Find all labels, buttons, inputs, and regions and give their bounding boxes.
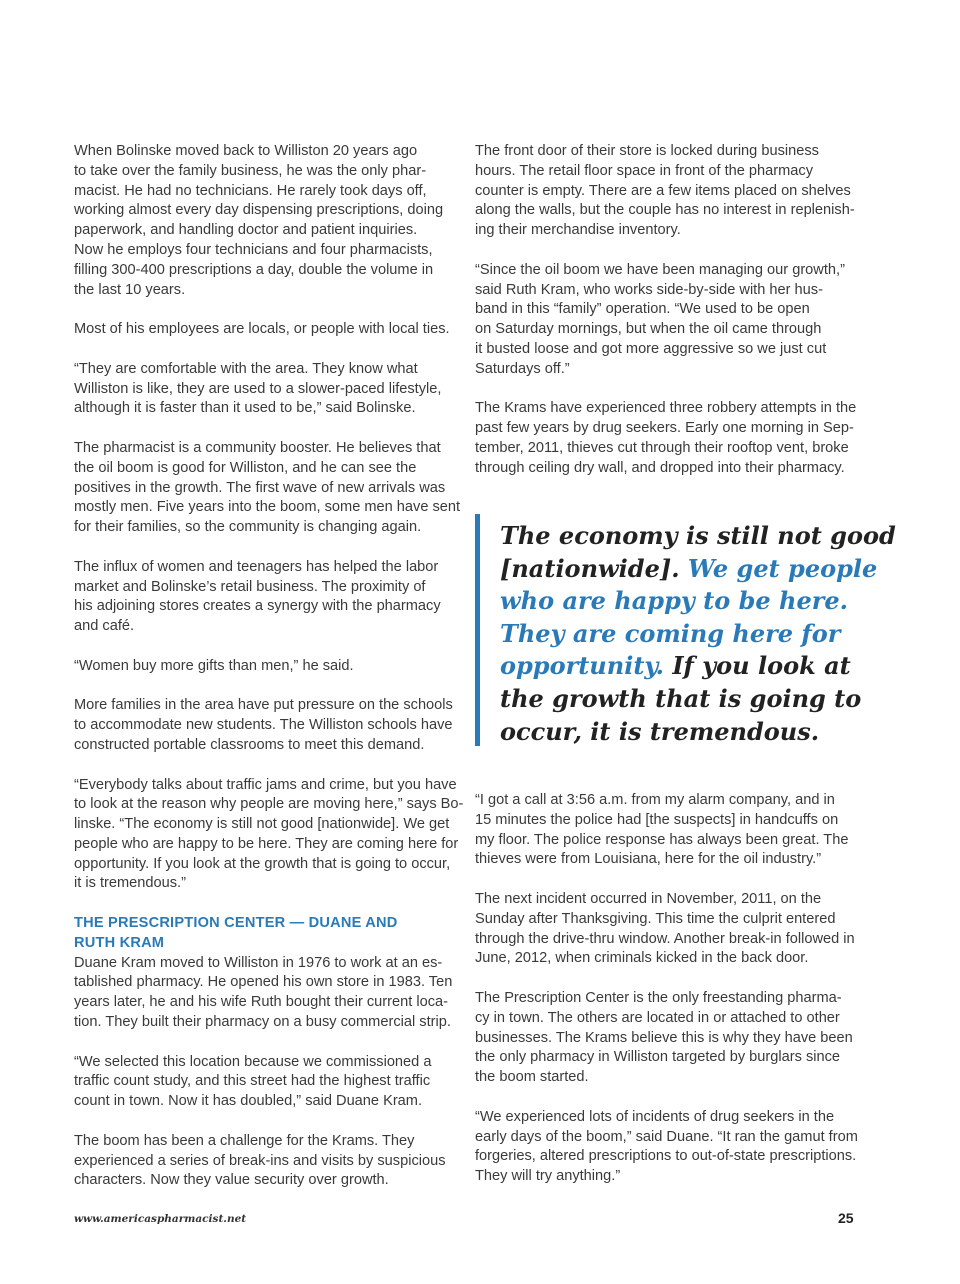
paragraph: “We selected this location because we commissioned a traffic count study, and this street had the highest traffic count in town. Now it has doubled,” said Duane Kram. (74, 1053, 432, 1110)
paragraph: “They are comfortable with the area. They know what Williston is like, they are used to a slower-paced lifestyle, although it is faster than it used to be,” said Bolinske. (74, 360, 442, 417)
pull-quote-line: occur, it is tremendous. (500, 716, 820, 746)
paragraph: “Women buy more gifts than men,” he said. (74, 657, 354, 674)
page-number: 25 (838, 1210, 854, 1226)
paragraph: “Since the oil boom we have been managing our growth,” said Ruth Kram, who works side-by-side with her hus- band in this “family” operation. “We used to be open on Saturday mornings, but when the oil came through it busted loose and got more aggressive so we just cut Saturdays off.” (475, 261, 845, 377)
paragraph: The next incident occurred in November, 2011, on the Sunday after Thanksgiving. This time the culprit entered through the drive-thru window. Another break-in followed in June, 2012, when criminals kicked in the back door. (475, 890, 855, 967)
left-column (74, 142, 464, 1211)
paragraph: The front door of their store is locked during business hours. The retail floor space in front of the pharmacy counter is empty. There are a few items placed on shelves along the walls, but the couple has no interest in replenish- ing their merchandise inventory. (475, 143, 855, 239)
pull-quote-line: the growth that is going to (500, 683, 862, 713)
right-column-bottom (475, 791, 865, 1207)
paragraph: The boom has been a challenge for the Krams. They experienced a series of break-ins and visits by suspicious characters. Now they value security over growth. (74, 1132, 446, 1189)
paragraph: Most of his employees are locals, or people with local ties. (74, 321, 450, 338)
paragraph: Duane Kram moved to Williston in 1976 to work at an es- tablished pharmacy. He opened his own store in 1983. Ten years later, he and his wife Ruth bought their current loca- tion. They built their pharmacy on a busy commercial strip. (74, 954, 453, 1031)
section-heading: THE PRESCRIPTION CENTER — DUANE AND RUTH KRAM (74, 915, 398, 951)
pull-quote-line: They are coming here for (500, 618, 841, 648)
pull-quote-line: opportunity. If you look at (500, 651, 851, 681)
paragraph: More families in the area have put pressure on the schools to accommodate new students. The Williston schools have constructed portable classrooms to meet this demand. (74, 697, 453, 753)
right-column-top (475, 142, 865, 498)
paragraph: The Krams have experienced three robbery attempts in the past few years by drug seekers. Early one morning in Sep- tember, 2011, thieves cut through their rooftop vent, broke through ceiling dry wall, and dropped into their pharmacy. (475, 400, 857, 476)
paragraph: “We experienced lots of incidents of drug seekers in the early days of the boom,” said Duane. “It ran the gamut from forgeries, altered prescriptions to out-of-state prescriptions. They will try anything.” (475, 1108, 858, 1185)
paragraph: The Prescription Center is the only freestanding pharma- cy in town. The others are located in or attached to other businesses. The Krams believe this is why they have been the only pharmacy in Williston targeted by burglars since the boom started. (475, 989, 853, 1086)
pull-quote-line: who are happy to be here. (500, 586, 848, 616)
paragraph: The influx of women and teenagers has helped the labor market and Bolinske’s retail business. The proximity of his adjoining stores creates a synergy with the pharmacy and café. (74, 558, 441, 635)
paragraph: “I got a call at 3:56 a.m. from my alarm company, and in 15 minutes the police had [the suspects] in handcuffs on my floor. The police response has always been great. The thieves were from Louisiana, here for the oil industry.” (475, 792, 849, 868)
footer-website-link[interactable]: www.americaspharmacist.net (74, 1213, 247, 1225)
paragraph: “Everybody talks about traffic jams and crime, but you have to look at the reason why people are moving here,” says Bo- linske. “The economy is still not good [nationwide]. We get people who are happy to be here. They are coming here for opportunity. If you look at the growth that is going to occur, it is tremendous.” (74, 776, 464, 892)
paragraph: When Bolinske moved back to Williston 20 years ago to take over the family business, he was the only phar- macist. He had no technicians. He rarely took days off, working almost every day dispensing prescriptions, doing paperwork, and handling doctor and patient inquiries. Now he employs four technicians and four pharmacists, filling 300-400 prescriptions a day, double the volume in the last 10 years. (74, 143, 444, 298)
pull-quote-line: The economy is still not good (500, 521, 896, 550)
pull-quote (475, 514, 896, 746)
paragraph: The pharmacist is a community booster. He believes that the oil boom is good for Williston, and he can see the positives in the growth. The first wave of new arrivals was mostly men. Five years into the boom, some men have sent for their families, so the community is changing again. (74, 439, 461, 536)
pull-quote-line: [nationwide]. We get people (500, 553, 878, 583)
